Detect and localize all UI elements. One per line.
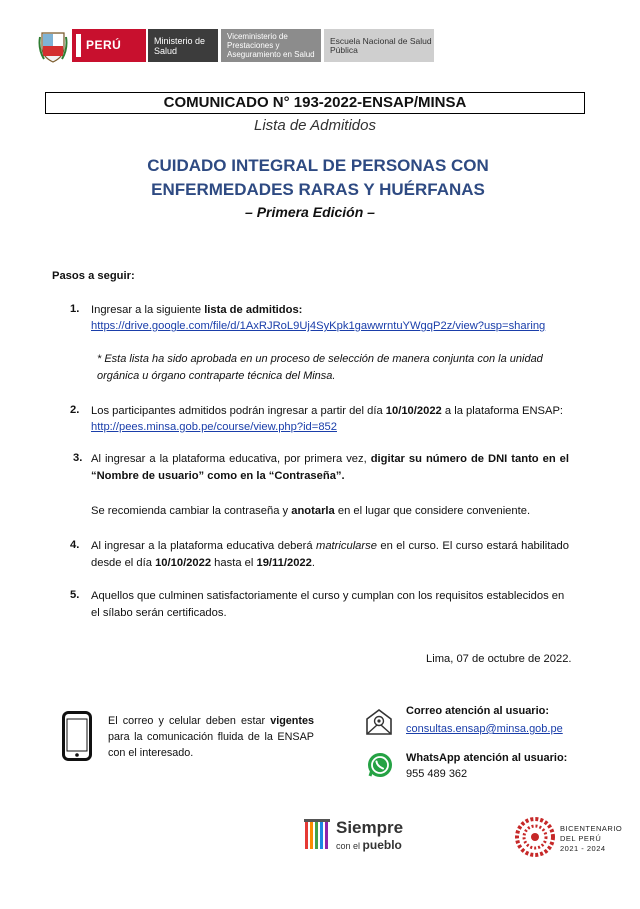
contact-info-text: El correo y celular deben estar vigentes para la comunicación fluida de la ENSAP con el interesado. [108,715,314,759]
siempre-con-el-pueblo-logo [304,815,414,855]
step-2-number: 2. [70,404,80,416]
course-title-line1: CUIDADO INTEGRAL DE PERSONAS CON [147,156,489,175]
bicentenario-logo [514,812,629,860]
step-4-number: 4. [70,539,80,551]
bicentenario-text: BICENTENARIO [560,824,623,833]
ensap-logo: Escuela Nacional de Salud Pública [324,29,434,62]
platform-link[interactable]: http://pees.minsa.gob.pe/course/view.php?id=852 [91,421,337,433]
whatsapp-number: 955 489 362 [406,768,468,780]
list-subtitle: Lista de Admitidos [253,117,376,134]
date-line: Lima, 07 de octubre de 2022. [426,653,572,665]
approval-note: * Esta lista ha sido aprobada en un proceso de selección de manera conjunta con la unidad orgánica u órgano contraparte técnica del Minsa. [97,353,543,382]
step-3-number: 3. [73,452,83,464]
viceministry-logo: Viceministerio de Prestaciones y Aseguramiento en Salud [221,29,321,62]
step-5-text: Aquellos que culminen satisfactoriamente el curso y cumplan con los requisitos establecidos en el sílabo serán certificados. [91,590,565,619]
step-5-number: 5. [70,589,80,601]
mail-label: Correo atención al usuario: [406,705,550,717]
whatsapp-icon [366,751,394,779]
del-peru-text: DEL PERÚ [560,834,602,843]
steps-heading: Pasos a seguir: [52,270,135,282]
mail-icon [364,707,394,737]
step-3-recommendation: Se recomienda cambiar la contraseña y anotarla en el lugar que considere conveniente. [91,505,531,517]
siempre-text: Siempre [336,818,404,837]
admitted-list-link[interactable]: https://drive.google.com/file/d/1AxRJRoL9Uj4SyKpk1gawwrntuYWgqP2z/view?usp=sharing [91,320,546,332]
course-title-line2: ENFERMEDADES RARAS Y HUÉRFANAS [151,180,485,199]
communique-title: COMUNICADO N° 193-2022-ENSAP/MINSA [45,92,585,114]
peru-label: PERÚ [86,38,122,52]
whatsapp-label: WhatsApp atención al usuario: [406,752,568,764]
step-2-text: Los participantes admitidos podrán ingresar a partir del día 10/10/2022 a la plataforma ENSAP: [91,405,564,417]
bicentenario-years: 2021 - 2024 [560,844,606,853]
mail-link[interactable]: consultas.ensap@minsa.gob.pe [406,723,563,735]
con-el-pueblo-text: con el pueblo [336,838,402,852]
step-3-text: Al ingresar a la plataforma educativa, por primera vez, digitar su número de DNI tanto en el “Nombre de usuario” como en la “Contraseña”. [91,453,569,482]
edition-label: – Primera Edición – [245,204,375,220]
ministry-logo: Ministerio de Salud [148,29,218,62]
header-logos [38,26,438,66]
peru-logo [72,29,146,62]
step-4-text: Al ingresar a la plataforma educativa deberá matricularse en el curso. El curso estará habilitado desde el día 10/10/2022 hasta el 19/11/2022. [91,540,569,569]
step-1-number: 1. [70,303,80,315]
step-1-text: Ingresar a la siguiente lista de admitidos: [91,304,303,316]
coat-of-arms-icon [38,29,68,63]
mobile-phone-icon [62,711,92,761]
